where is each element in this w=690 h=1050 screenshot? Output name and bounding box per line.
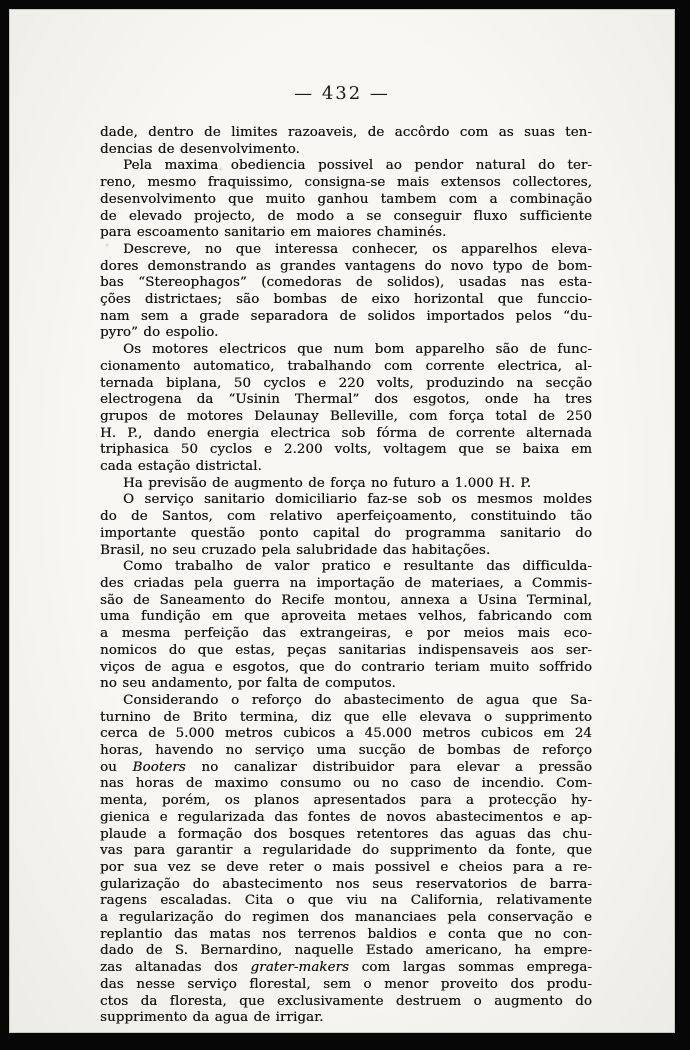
text-segment: vas para garantir a regularidade do supprimento da fonte, que bbox=[100, 843, 592, 859]
text-line bbox=[100, 576, 592, 593]
text-segment: O serviço sanitario domiciliario faz-se sob os mesmos moldes bbox=[123, 492, 592, 508]
text-segment: gienica e regularizada das fontes de novos abastecimentos e ap- bbox=[100, 809, 592, 825]
text-line bbox=[100, 125, 592, 142]
text-line bbox=[100, 743, 592, 760]
text-segment: horas, havendo no serviço uma sucção de bombas de reforço bbox=[100, 743, 592, 759]
text-line bbox=[100, 943, 592, 960]
text-segment: Considerando o reforço do abastecimento de agua que Sa- bbox=[123, 692, 592, 708]
text-segment: ou bbox=[100, 759, 133, 775]
text-line bbox=[100, 593, 592, 610]
text-segment: turnino de Brito termina, diz que elle elevava o supprimento bbox=[100, 709, 592, 725]
text-segment: Ha previsão de augmento de força no futuro a 1.000 H. P. bbox=[123, 475, 532, 491]
text-line bbox=[100, 342, 592, 359]
text-segment: pyro” do espolio. bbox=[100, 325, 219, 341]
text-line bbox=[100, 209, 592, 226]
text-segment: de elevado projecto, de modo a se conseguir fluxo sufficiente bbox=[100, 208, 592, 224]
text-segment: Pela maxima obediencia possivel ao pendor natural do ter- bbox=[123, 158, 592, 174]
text-segment: ternada biplana, 50 cyclos e 220 volts, produzindo na secção bbox=[100, 375, 592, 391]
text-segment: a mesma perfeição das extrangeiras, e por meios mais eco- bbox=[100, 626, 592, 642]
text-segment: viços de agua e esgotos, que do contrario teriam muito soffrido bbox=[100, 659, 592, 675]
text-line bbox=[100, 392, 592, 409]
text-line bbox=[100, 142, 592, 159]
text-line bbox=[100, 359, 592, 376]
text-line bbox=[100, 660, 592, 677]
text-line bbox=[100, 259, 592, 276]
text-line bbox=[100, 158, 592, 175]
text-block bbox=[100, 125, 592, 1027]
text-segment: nam sem a grade separadora de solidos importados pelos “du- bbox=[100, 308, 592, 324]
italic-text: grater-makers bbox=[250, 960, 349, 976]
page-number: — 432 — bbox=[294, 83, 390, 104]
text-line bbox=[100, 609, 592, 626]
text-segment: electrogena da “Usinin Thermal” dos esgotos, onde ha tres bbox=[100, 392, 592, 408]
text-line bbox=[100, 977, 592, 994]
text-line bbox=[100, 810, 592, 827]
text-line bbox=[100, 309, 592, 326]
text-segment: do de Santos, com relativo aperfeiçoamento, constituindo tão bbox=[100, 509, 592, 525]
text-line bbox=[100, 192, 592, 209]
text-line bbox=[100, 860, 592, 877]
text-line bbox=[100, 292, 592, 309]
text-line bbox=[100, 442, 592, 459]
text-line bbox=[100, 843, 592, 860]
text-segment: das nesse serviço florestal, sem o menor proveito dos produ- bbox=[100, 976, 592, 992]
text-segment: são de Saneamento do Recife montou, annexa a Usina Terminal, bbox=[100, 592, 592, 608]
text-line bbox=[100, 492, 592, 509]
text-segment: Os motores electricos que num bom apparelho são de func- bbox=[123, 342, 592, 358]
text-line bbox=[100, 877, 592, 894]
text-line bbox=[100, 710, 592, 727]
text-segment: por sua vez se deve reter o mais possivel e cheios para a re- bbox=[100, 859, 592, 875]
text-line bbox=[100, 559, 592, 576]
text-segment: no seu andamento, por falta de computos. bbox=[100, 676, 396, 692]
text-segment: importante questão ponto capital do programma sanitario do bbox=[100, 525, 592, 541]
text-segment: no canalizar distribuidor para elevar a pressão bbox=[185, 759, 592, 775]
text-line bbox=[100, 275, 592, 292]
text-segment: dencias de desenvolvimento. bbox=[100, 141, 300, 157]
text-line bbox=[100, 793, 592, 810]
text-line bbox=[100, 994, 592, 1011]
text-segment: gularização do abastecimento nos seus reservatorios de barra- bbox=[100, 876, 592, 892]
text-line bbox=[100, 509, 592, 526]
text-line bbox=[100, 676, 592, 693]
text-line bbox=[100, 827, 592, 844]
text-line bbox=[100, 726, 592, 743]
text-line bbox=[100, 376, 592, 393]
text-line bbox=[100, 910, 592, 927]
text-line bbox=[100, 476, 592, 493]
text-segment: ragens escaladas. Cita o que viu na California, relativamente bbox=[100, 893, 592, 909]
text-segment: Como trabalho de valor pratico e resultante das difficulda- bbox=[123, 559, 592, 575]
text-segment: des criadas pela guerra na importação de materiaes, a Commis- bbox=[100, 575, 592, 591]
text-line bbox=[100, 760, 592, 777]
text-line bbox=[100, 643, 592, 660]
text-line bbox=[100, 776, 592, 793]
text-segment: desenvolvimento que muito ganhou tambem com a combinação bbox=[100, 191, 592, 207]
text-line bbox=[100, 960, 592, 977]
text-segment: H. P., dando energia electrica sob fórma de corrente alternada bbox=[100, 425, 592, 441]
text-segment: menta, porém, os planos apresentados para a protecção hy- bbox=[100, 793, 592, 809]
text-line bbox=[100, 927, 592, 944]
text-line bbox=[100, 426, 592, 443]
text-segment: para escoamento sanitario em maiores chaminés. bbox=[100, 225, 447, 241]
text-line bbox=[100, 409, 592, 426]
text-segment: dores demonstrando as grandes vantagens do novo typo de bom- bbox=[100, 258, 592, 274]
text-segment: triphasica 50 cyclos e 2.200 volts, voltagem que se baixa em bbox=[100, 442, 592, 458]
text-segment: com largas sommas emprega- bbox=[349, 960, 592, 976]
text-line bbox=[100, 543, 592, 560]
text-line bbox=[100, 693, 592, 710]
text-line bbox=[100, 225, 592, 242]
document-page bbox=[9, 9, 675, 1033]
text-segment: replantio das matas nos terrenos baldios e conta que no con- bbox=[100, 926, 592, 942]
text-line bbox=[100, 893, 592, 910]
text-segment: Descreve, no que interessa conhecer, os apparelhos eleva- bbox=[123, 241, 592, 257]
text-segment: bas “Stereophagos” (comedoras de solidos), usadas nas esta- bbox=[100, 275, 592, 291]
text-segment: cionamento automatico, trabalhando com corrente electrica, al- bbox=[100, 358, 592, 374]
text-segment: ctos da floresta, que exclusivamente destruem o augmento do bbox=[100, 993, 592, 1009]
text-line bbox=[100, 459, 592, 476]
text-segment: dado de S. Bernardino, naquelle Estado americano, ha empre- bbox=[100, 943, 592, 959]
text-segment: cerca de 5.000 metros cubicos a 45.000 metros cubicos em 24 bbox=[100, 726, 592, 742]
text-segment: supprimento da agua de irrigar. bbox=[100, 1010, 324, 1026]
italic-text: Booters bbox=[132, 759, 186, 775]
text-segment: plaude a formação dos bosques retentores das aguas das chu- bbox=[100, 826, 592, 842]
text-line bbox=[100, 626, 592, 643]
text-segment: grupos de motores Delaunay Belleville, com força total de 250 bbox=[100, 408, 592, 424]
text-line bbox=[100, 175, 592, 192]
text-segment: reno, mesmo fraquissimo, consigna-se mais extensos collectores, bbox=[100, 175, 592, 191]
text-line bbox=[100, 526, 592, 543]
text-segment: nas horas de maximo consumo ou no caso de incendio. Com- bbox=[100, 776, 592, 792]
text-segment: zas altanadas dos bbox=[100, 960, 251, 976]
text-segment: cada estação districtal. bbox=[100, 459, 262, 475]
text-line bbox=[100, 242, 592, 259]
text-segment: uma fundição em que aproveita metaes velhos, fabricando com bbox=[100, 609, 592, 625]
text-segment: nomicos do que estas, peças sanitarias indispensaveis aos ser- bbox=[100, 642, 592, 658]
text-segment: a regularização do regimen dos mananciaes pela conservação e bbox=[100, 910, 592, 926]
text-line bbox=[100, 1010, 592, 1027]
text-segment: Brasil, no seu cruzado pela salubridade das habitações. bbox=[100, 542, 491, 558]
text-segment: ções districtaes; são bombas de eixo horizontal que funccio- bbox=[100, 292, 592, 308]
text-line bbox=[100, 325, 592, 342]
text-segment: dade, dentro de limites razoaveis, de accôrdo com as suas ten- bbox=[100, 125, 592, 140]
